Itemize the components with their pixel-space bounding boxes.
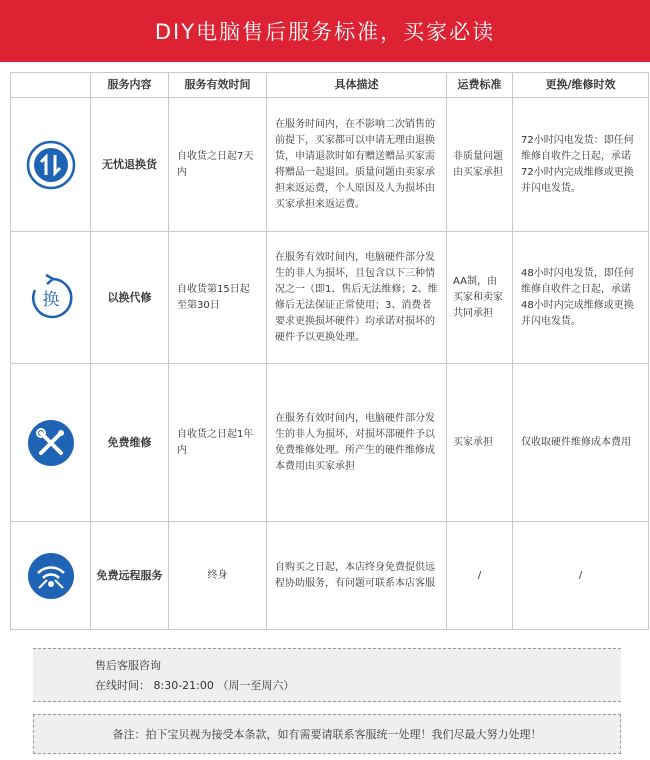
service-name: 免费维修 [91, 364, 169, 522]
service-period: 终身 [169, 522, 267, 630]
row-icon-cell [11, 98, 91, 232]
table-header-row [11, 73, 649, 98]
table-row [11, 522, 649, 630]
service-effect: 48小时闪电发货，即任何维修自收件之日起，承诺48小时内完成维修或更换并闪电发货。 [513, 232, 649, 364]
service-table [10, 72, 649, 630]
row-icon-cell [11, 364, 91, 522]
table-row [11, 98, 649, 232]
contact-title: 售后客服咨询 [95, 659, 161, 672]
service-description: 在服务有效时间内，电脑硬件部分发生的非人为损坏，对损坏部硬件予以免费维修处理。所产生的硬件维修成本费用由买家承担 [267, 364, 447, 522]
shipping-standard: AA制，由买家和卖家共同承担 [447, 232, 513, 364]
table-row [11, 232, 649, 364]
header-shipping: 运费标准 [447, 73, 513, 98]
note-text: 备注：拍下宝贝视为接受本条款，如有需要请联系客服统一处理！我们尽最大努力处理！ [112, 728, 542, 741]
service-period: 自收货之日起1年内 [169, 364, 267, 522]
repair-tools-icon [25, 417, 77, 469]
remote-wifi-icon [25, 550, 77, 602]
exchange-icon [25, 272, 77, 324]
service-description: 在服务时间内，在不影响二次销售的前提下，买家都可以申请无理由退换货，申请退款时如有赠送赠品买家需将赠品一起退回。质量问题由卖家承担来返运费，个人原因及人为损坏由买家承担来返运费。 [267, 98, 447, 232]
table-row [11, 364, 649, 522]
header-service: 服务内容 [91, 73, 169, 98]
service-period: 自收货第15日起至第30日 [169, 232, 267, 364]
service-description: 在服务有效时间内，电脑硬件部分发生的非人为损坏，且包含以下三种情况之一（即1、售后无法维修；2、维修后无法保证正常使用；3、消费者要求更换损坏硬件）均承诺对损坏的硬件予以更换处理。 [267, 232, 447, 364]
service-effect: 72小时闪电发货：即任何维修自收件之日起，承诺72小时内完成维修或更换并闪电发货。 [513, 98, 649, 232]
service-period: 自收货之日起7天内 [169, 98, 267, 232]
row-icon-cell [11, 522, 91, 630]
note-box [33, 714, 621, 754]
service-name: 无忧退换货 [91, 98, 169, 232]
shipping-standard: / [447, 522, 513, 630]
header-icon [11, 73, 91, 98]
header-effect: 更换/维修时效 [513, 73, 649, 98]
return-arrows-icon [25, 139, 77, 191]
row-icon-cell [11, 232, 91, 364]
contact-hours: 在线时间： 8:30-21:00 （周一至周六） [95, 679, 295, 692]
title-banner [0, 0, 650, 62]
header-description: 具体描述 [267, 73, 447, 98]
page-title: DIY电脑售后服务标准，买家必读 [154, 20, 496, 44]
header-period: 服务有效时间 [169, 73, 267, 98]
shipping-standard: 买家承担 [447, 364, 513, 522]
svg-text:换: 换 [42, 289, 59, 310]
service-name: 免费远程服务 [91, 522, 169, 630]
service-description: 自购买之日起，本店终身免费提供远程协助服务，有问题可联系本店客服 [267, 522, 447, 630]
service-effect: / [513, 522, 649, 630]
service-effect: 仅收取硬件维修成本费用 [513, 364, 649, 522]
contact-box [33, 648, 621, 702]
service-name: 以换代修 [91, 232, 169, 364]
shipping-standard: 非质量问题由买家承担 [447, 98, 513, 232]
